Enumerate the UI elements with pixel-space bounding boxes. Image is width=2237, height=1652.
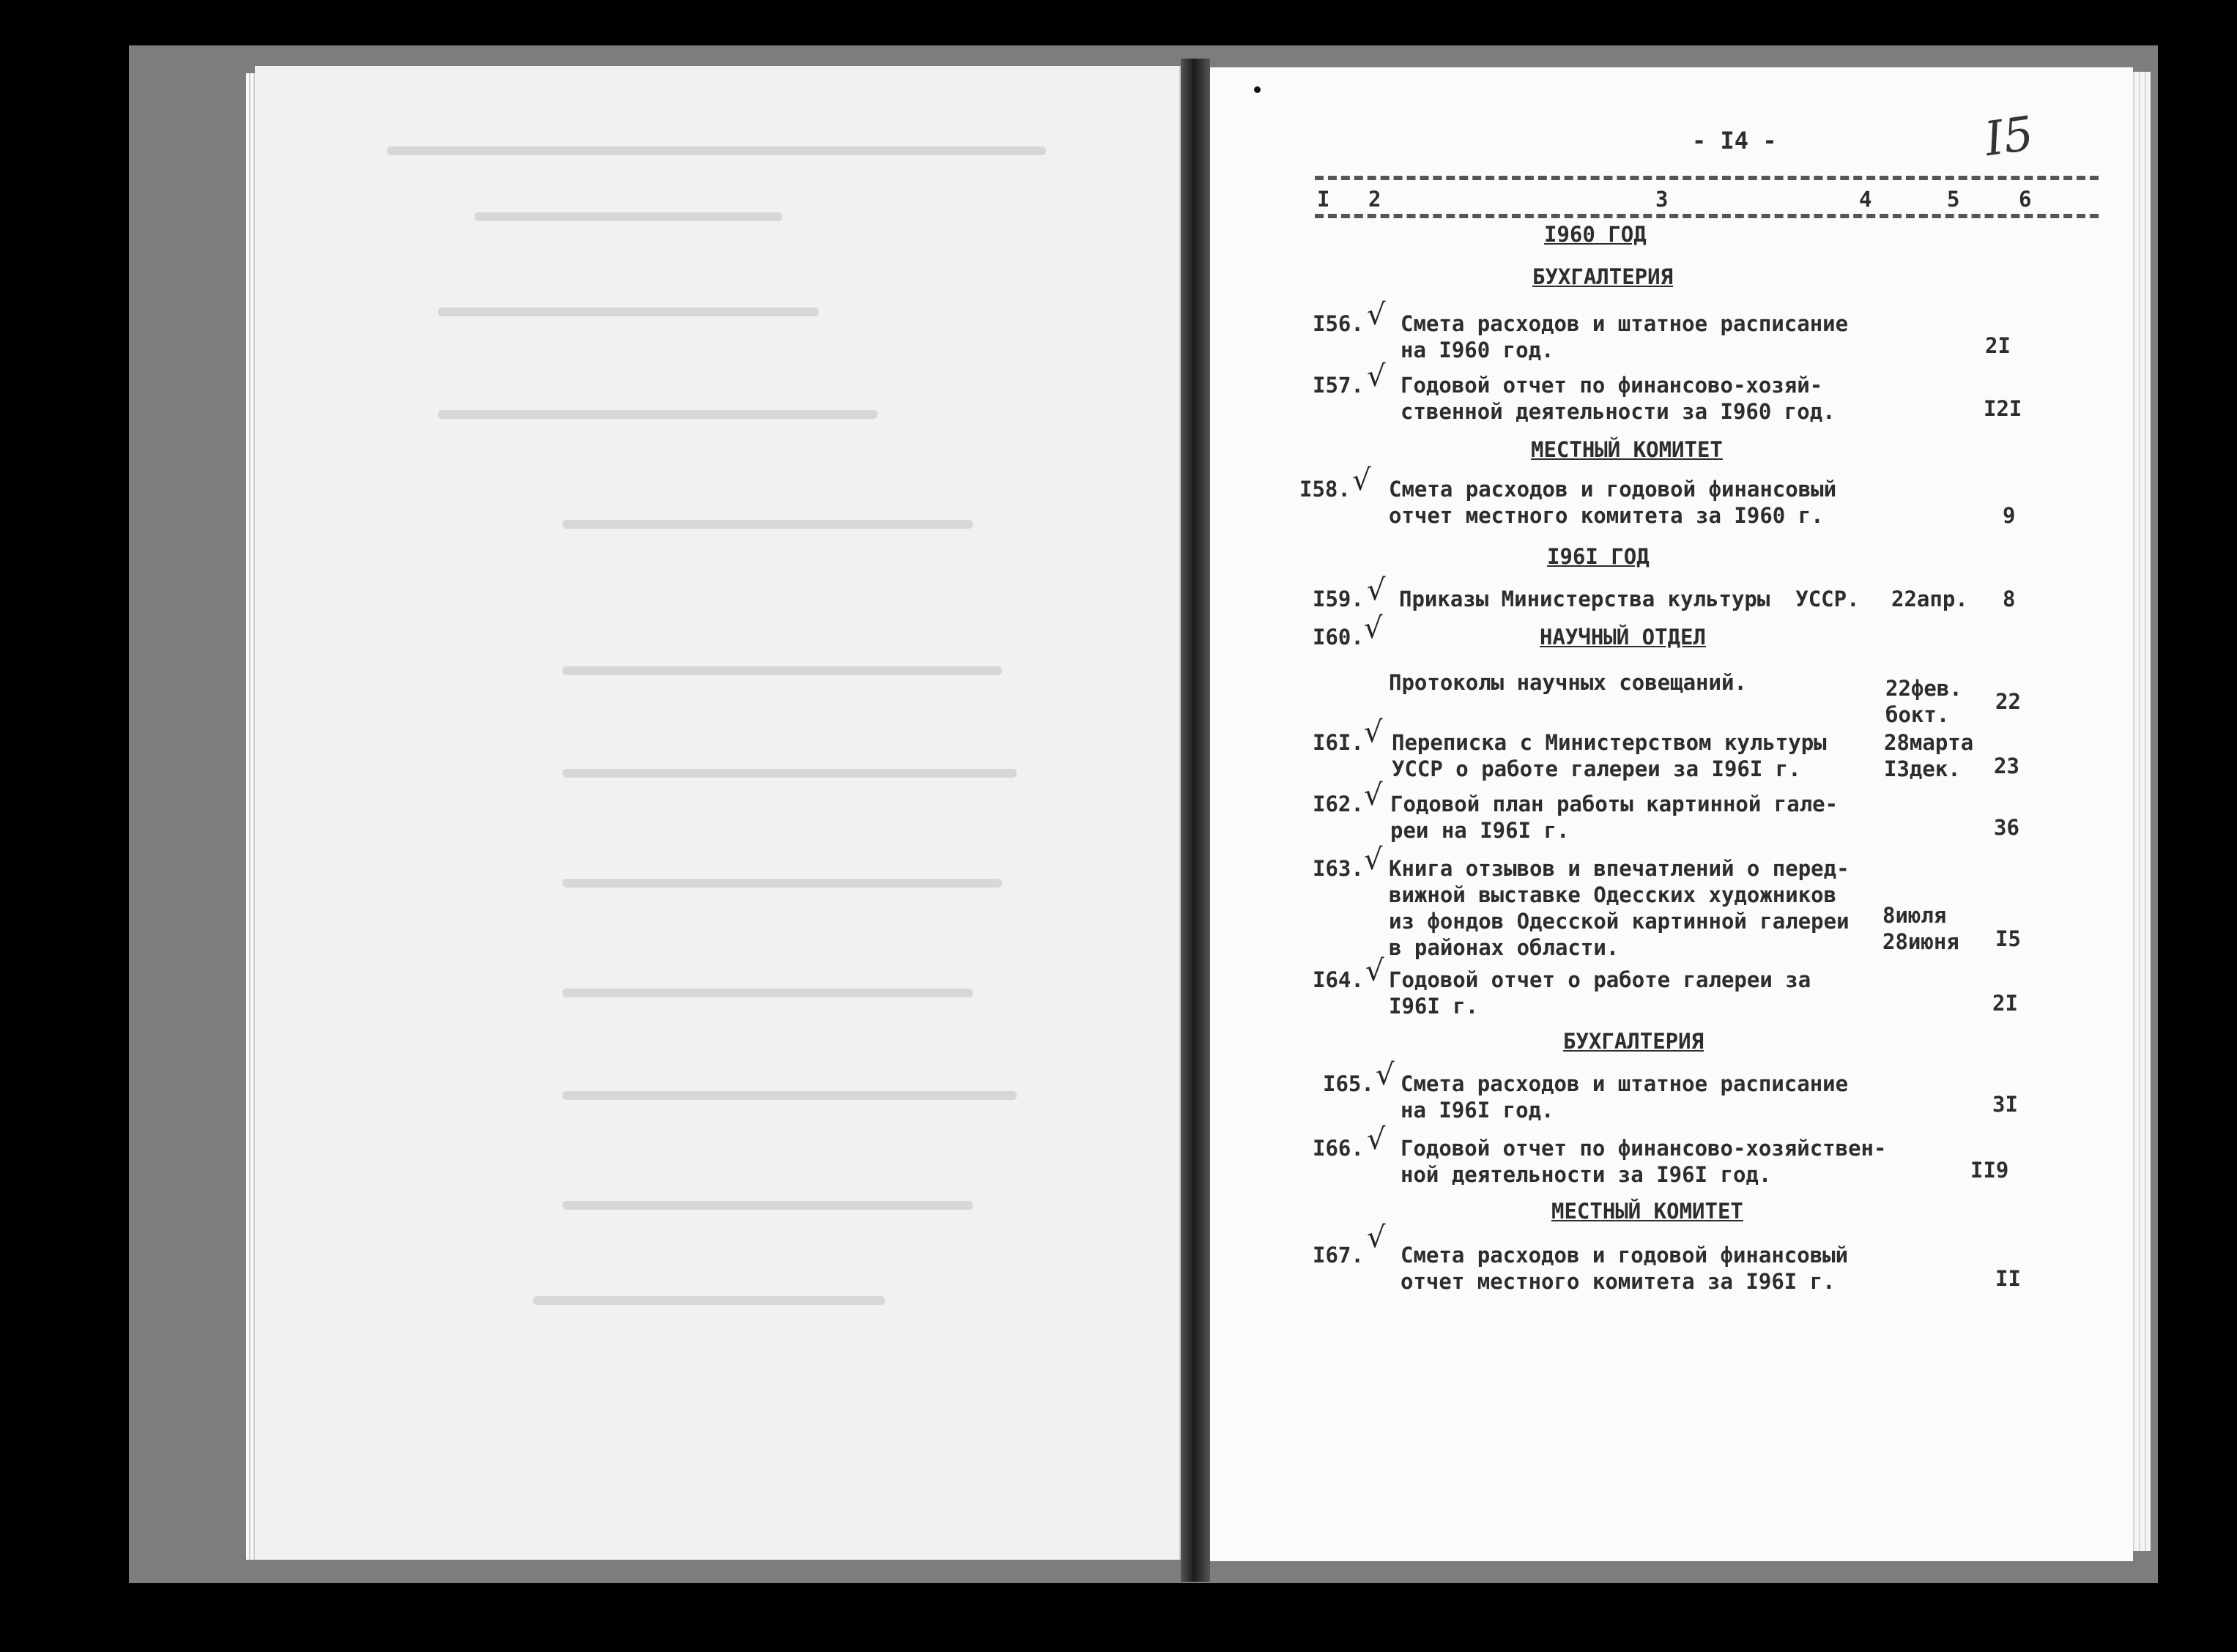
entry-number: I59. xyxy=(1313,587,1364,611)
section-heading-accounting-1961: БУХГАЛТЕРИЯ xyxy=(1563,1029,1704,1054)
bleed-through-line xyxy=(438,410,878,419)
bleed-through-line xyxy=(563,1091,1017,1100)
checkmark-icon: √ xyxy=(1364,611,1383,645)
checkmark-icon: √ xyxy=(1367,1221,1386,1254)
col-header-4: 4 xyxy=(1859,187,1872,212)
entry-date: 8июля 28июня xyxy=(1882,903,1959,954)
entry-title: Годовой отчет по финансово-хозяй- ственной деятельности за I960 год. xyxy=(1401,373,1836,424)
checkmark-icon: √ xyxy=(1365,954,1384,988)
entry-pages: 22 xyxy=(1995,689,2021,714)
entry-pages: 36 xyxy=(1994,815,2019,840)
entry-title: Годовой план работы картинной гале- реи на I96I г. xyxy=(1390,792,1839,843)
bleed-through-line xyxy=(563,769,1017,778)
entry-number: I58. xyxy=(1299,477,1351,502)
entry-date: 22фев. бокт. xyxy=(1885,676,1962,727)
entry-pages: 3I xyxy=(1992,1092,2018,1117)
entry-title: Протоколы научных совещаний. xyxy=(1389,670,1747,695)
entry-title: Годовой отчет по финансово-хозяйствен- ной деятельности за I96I год. xyxy=(1401,1136,1887,1187)
header-rule-top xyxy=(1315,176,2099,180)
section-heading-year-1961: I96I ГОД xyxy=(1547,544,1650,569)
bleed-through-line xyxy=(475,212,782,221)
entry-pages: I2I xyxy=(1984,396,2022,421)
col-header-2: 2 xyxy=(1368,187,1381,212)
entry-pages: 8 xyxy=(2003,587,2016,611)
checkmark-icon: √ xyxy=(1364,715,1383,749)
checkmark-icon: √ xyxy=(1364,843,1383,877)
entry-title: Приказы Министерства культуры УССР. xyxy=(1399,587,1860,611)
checkmark-icon: √ xyxy=(1367,1123,1386,1156)
entry-pages: 2I xyxy=(1992,991,2018,1016)
entry-pages: 2I xyxy=(1985,333,2011,358)
bleed-through-line xyxy=(563,989,973,997)
bleed-through-line xyxy=(387,146,1046,155)
checkmark-icon: √ xyxy=(1352,464,1371,497)
entry-number: I65. xyxy=(1323,1071,1374,1096)
checkmark-icon: √ xyxy=(1364,778,1383,812)
bleed-through-line xyxy=(563,666,1002,675)
entry-date: 28марта I3дек. xyxy=(1884,730,1974,781)
col-header-3: 3 xyxy=(1655,187,1669,212)
entry-title: Книга отзывов и впечатлений о перед- вижной выставке Одесских художников из фондов Одесской картинной галереи в районах области. xyxy=(1389,856,1850,960)
entry-pages: 9 xyxy=(2003,503,2016,528)
entry-pages: I5 xyxy=(1995,926,2021,951)
sheet-number-pencil: I5 xyxy=(1981,106,2037,168)
section-heading-accounting: БУХГАЛТЕРИЯ xyxy=(1532,264,1674,289)
section-heading-year-1960: I960 ГОД xyxy=(1544,222,1647,247)
section-heading-local-committee: МЕСТНЫЙ КОМИТЕТ xyxy=(1531,437,1723,462)
section-heading-local-committee-1961: МЕСТНЫЙ КОМИТЕТ xyxy=(1551,1199,1743,1224)
book-gutter xyxy=(1181,59,1210,1582)
entry-title: Смета расходов и годовой финансовый отчет местного комитета за I960 г. xyxy=(1389,477,1837,528)
entry-number: I67. xyxy=(1313,1243,1364,1268)
entry-number: I56. xyxy=(1313,311,1364,336)
col-header-5: 5 xyxy=(1947,187,1960,212)
entry-title: Смета расходов и годовой финансовый отчет местного комитета за I96I г. xyxy=(1401,1243,1849,1294)
page-number: - I4 - xyxy=(1692,127,1777,155)
header-rule-bottom xyxy=(1315,214,2099,218)
checkmark-icon: √ xyxy=(1367,298,1386,332)
checkmark-icon: √ xyxy=(1376,1058,1395,1092)
checkmark-icon: √ xyxy=(1367,573,1386,607)
entry-pages: II xyxy=(1995,1266,2021,1291)
col-header-6: 6 xyxy=(2019,187,2032,212)
section-heading-scientific-department: НАУЧНЫЙ ОТДЕЛ xyxy=(1540,625,1706,650)
entry-number: I57. xyxy=(1313,373,1364,398)
bleed-through-line xyxy=(563,1201,973,1210)
entry-number: I62. xyxy=(1313,792,1364,816)
entry-number: I64. xyxy=(1313,967,1364,992)
bleed-through-line xyxy=(563,520,973,529)
entry-title: Смета расходов и штатное расписание на I960 год. xyxy=(1401,311,1849,362)
ink-dot xyxy=(1254,86,1261,93)
entry-number: I63. xyxy=(1313,856,1364,881)
entry-title: Годовой отчет о работе галереи за I96I г. xyxy=(1389,967,1811,1019)
bleed-through-line xyxy=(563,879,1002,888)
bleed-through-line xyxy=(438,308,819,316)
bleed-through-line xyxy=(533,1296,885,1305)
entry-pages: II9 xyxy=(1970,1158,2009,1183)
entry-pages: 23 xyxy=(1994,754,2019,778)
entry-number: I66. xyxy=(1313,1136,1364,1161)
col-header-1: I xyxy=(1317,187,1330,212)
checkmark-icon: √ xyxy=(1367,360,1386,393)
entry-date: 22апр. xyxy=(1891,587,1968,611)
entry-number: I60. xyxy=(1313,625,1364,650)
entry-title: Смета расходов и штатное расписание на I96I год. xyxy=(1401,1071,1849,1123)
entry-title: Переписка с Министерством культуры УССР о работе галереи за I96I г. xyxy=(1392,730,1827,781)
entry-number: I6I. xyxy=(1313,730,1364,755)
left-page-blank xyxy=(255,66,1184,1560)
